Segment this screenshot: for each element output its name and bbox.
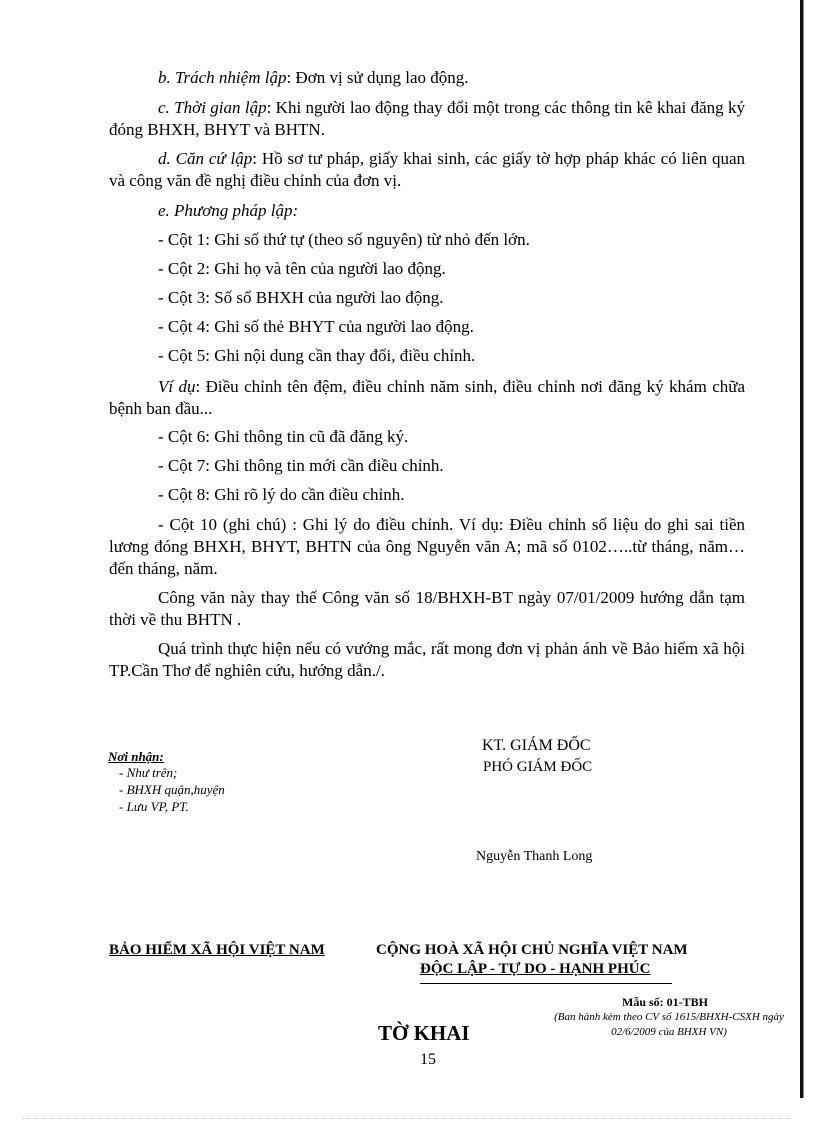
page-bottom-divider (22, 1118, 792, 1119)
page-border-shadow (803, 0, 804, 1098)
signer-name: Nguyễn Thanh Long (476, 849, 593, 864)
para-closing: Quá trình thực hiện nếu có vướng mắc, rất mong đơn vị phản ánh về Bảo hiểm xã hội TP.Cần Thơ để nghiên cứu, hướng dẫn./. (109, 639, 745, 680)
para-vidu: Ví dụ: Điều chỉnh tên đệm, điều chỉnh năm sinh, điều chỉnh nơi đăng ký khám chữa bệnh ban đầu... (109, 377, 746, 418)
para-replace: Công văn này thay thế Công văn số 18/BHXH-BT ngày 07/01/2009 hướng dẫn tạm thời về thu BHTN . (109, 588, 745, 629)
cot-5: - Cột 5: Ghi nội dung cần thay đổi, điều chỉnh. (158, 346, 476, 365)
recipient-item: - BHXH quận,huyện (119, 782, 225, 797)
para-e: e. Phương pháp lập: (158, 201, 299, 220)
org-name: BẢO HIỂM XÃ HỘI VIỆT NAM (109, 942, 325, 958)
motto-rule (420, 983, 672, 984)
para-b: b. Trách nhiệm lập: Đơn vị sử dụng lao động. (158, 68, 469, 87)
cot-2: - Cột 2: Ghi họ và tên của người lao động. (158, 259, 446, 278)
cot-8: - Cột 8: Ghi rõ lý do cần điều chỉnh. (158, 485, 405, 504)
cot-1: - Cột 1: Ghi số thứ tự (theo số nguyên) từ nhỏ đến lớn. (158, 230, 530, 249)
cot-6: - Cột 6: Ghi thông tin cũ đã đăng ký. (158, 427, 409, 446)
form-note: (Ban hành kèm theo CV số 1615/BHXH-CSXH ngày 02/6/2009 của BHXH VN) (554, 1011, 784, 1038)
signature-title: KT. GIÁM ĐỐC (482, 737, 591, 754)
recipients-title: Nơi nhận: (108, 749, 164, 764)
recipient-item: - Như trên; (119, 765, 178, 780)
para-c: c. Thời gian lập: Khi người lao động thay đổi một trong các thông tin kê khai đăng ký đóng BHXH, BHYT và BHTN. (109, 98, 745, 139)
form-number: Mẫu số: 01-TBH (622, 995, 709, 1009)
motto: ĐỘC LẬP - TỰ DO - HẠNH PHÚC (420, 961, 651, 977)
doc-title: TỜ KHAI (378, 1021, 470, 1045)
para-d: d. Căn cứ lập: Hồ sơ tư pháp, giấy khai sinh, các giấy tờ hợp pháp khác có liên quan và công văn đề nghị điều chỉnh của đơn vị. (109, 149, 745, 190)
signature-subtitle: PHÓ GIÁM ĐỐC (483, 759, 593, 775)
cot-3: - Cột 3: Số sổ BHXH của người lao động. (158, 288, 444, 307)
country-name: CỘNG HOÀ XÃ HỘI CHỦ NGHĨA VIỆT NAM (376, 942, 688, 958)
page-number: 15 (420, 1051, 436, 1068)
recipient-item: - Lưu VP, PT. (119, 799, 189, 814)
cot-10: - Cột 10 (ghi chú) : Ghi lý do điều chỉnh. Ví dụ: Điều chỉnh số liệu do ghi sai tiền lương đóng BHXH, BHYT, BHTN của ông Nguyễn văn A; mã số 0102…..từ tháng, năm… đến tháng, năm. (109, 515, 745, 578)
cot-7: - Cột 7: Ghi thông tin mới cần điều chỉnh. (158, 456, 444, 475)
cot-4: - Cột 4: Ghi số thẻ BHYT của người lao động. (158, 317, 474, 336)
